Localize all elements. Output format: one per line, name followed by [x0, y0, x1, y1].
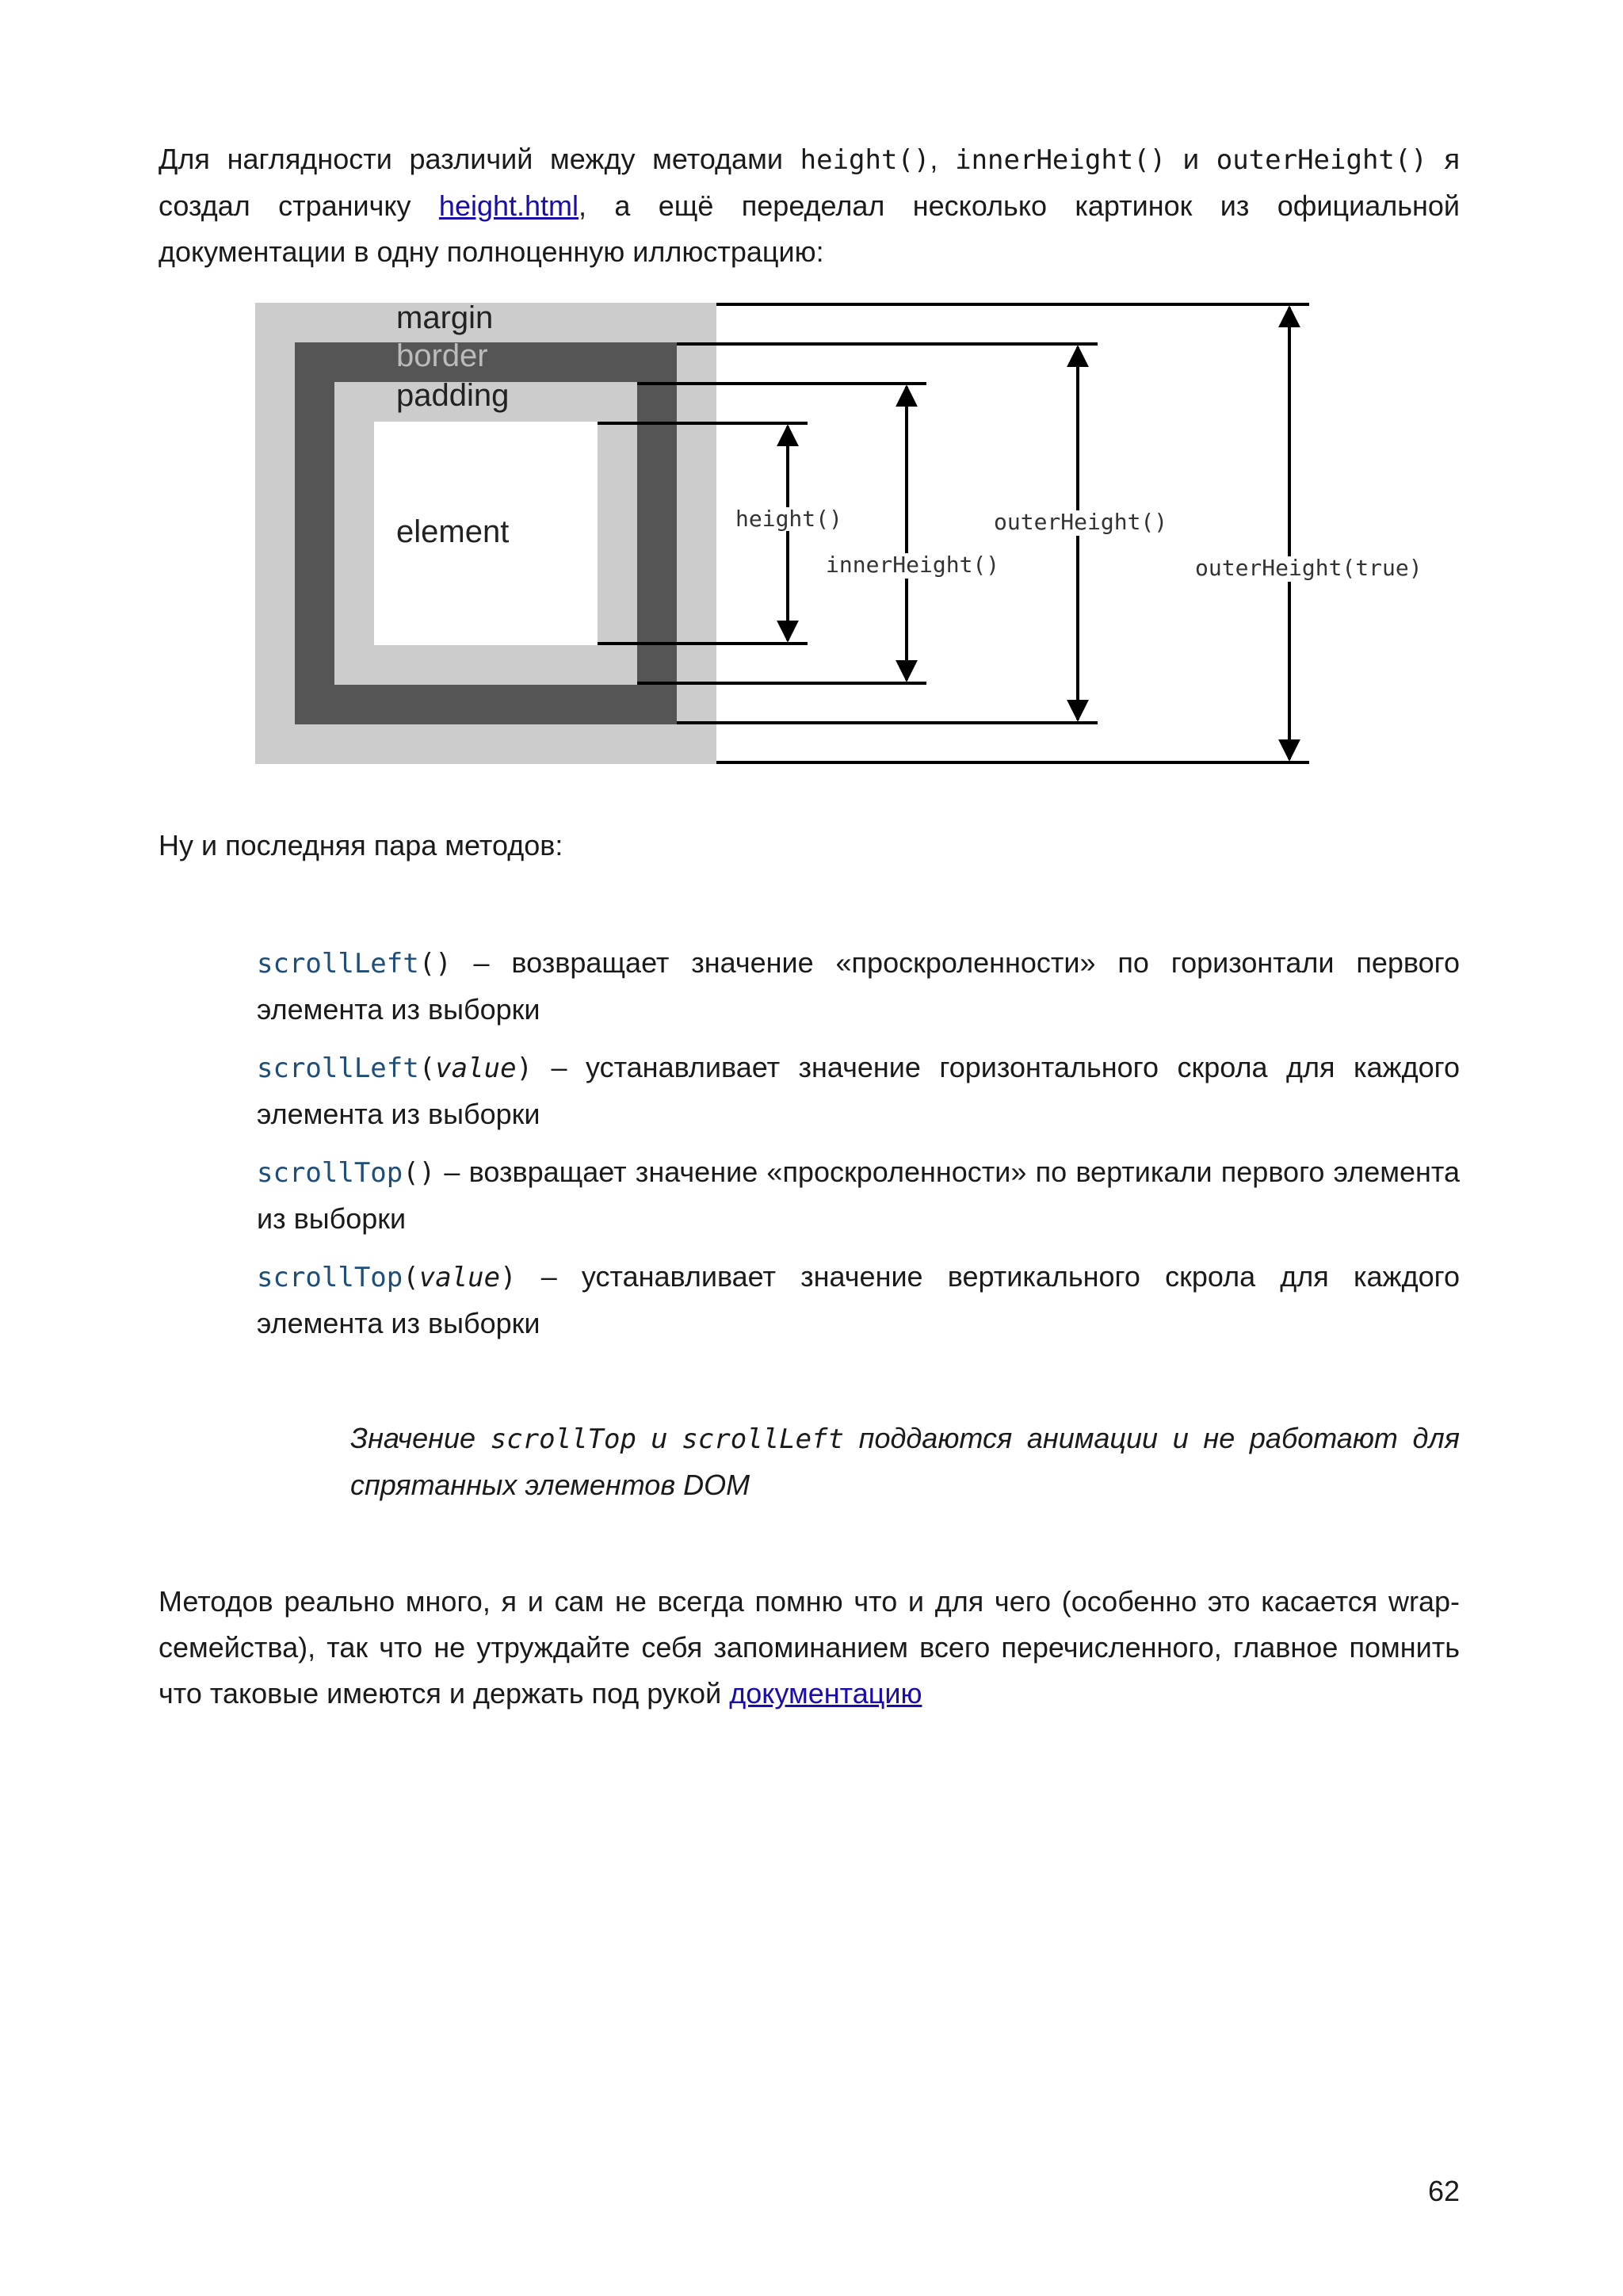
outro-text: Методов реально много, я и сам не всегда помню что и для чего (особенно это касается wrap-семейства), так что не утруждайте себя запоминанием всего перечисленного, главное помнить что таковые имеются и держать под рукой: [158, 1585, 1460, 1710]
code-height: height(): [800, 144, 930, 176]
method-description: – возвращает значение «проскроленности» по горизонтали первого элемента из выборки: [257, 946, 1460, 1026]
note-text: и: [636, 1422, 682, 1454]
paren-open: (: [418, 948, 436, 980]
note-text: Значение: [350, 1422, 491, 1454]
box-model-figure: [255, 300, 1423, 767]
paren-open: (: [403, 1262, 419, 1293]
border-label: border: [396, 338, 488, 373]
code-inner-height: innerHeight(): [955, 144, 1167, 176]
method-item: [257, 1149, 1460, 1242]
padding-label: padding: [396, 378, 510, 413]
intro-text: ,: [930, 143, 956, 175]
margin-label: margin: [396, 300, 494, 335]
method-item: [257, 1045, 1460, 1137]
intro-text: я создал страничку: [158, 143, 1461, 222]
method-name: scrollLeft: [257, 1052, 419, 1084]
method-description: – возвращает значение «проскроленности» по вертикали первого элемента из выборки: [257, 1156, 1460, 1235]
method-description: – устанавливает значение вертикального скрола для каждого элемента из выборки: [257, 1260, 1460, 1339]
height-html-link[interactable]: height.html: [438, 189, 579, 222]
last-pair-paragraph: Ну и последняя пара методов:: [158, 829, 563, 861]
note-text: поддаются анимации и не работают для спрятанных элементов DOM: [350, 1422, 1460, 1501]
note-paragraph: [350, 1415, 1460, 1508]
code-outer-height: outerHeight(): [1216, 144, 1427, 176]
paren-open: (: [418, 1052, 436, 1084]
element-label: element: [396, 514, 510, 549]
height-label: height(): [735, 506, 842, 532]
intro-text: и: [1166, 143, 1216, 175]
method-name: scrollTop: [257, 1262, 403, 1293]
method-name: scrollTop: [257, 1157, 403, 1189]
code-scroll-top: scrollTop: [490, 1423, 636, 1455]
method-description: – устанавливает значение горизонтального скрола для каждого элемента из выборки: [257, 1051, 1460, 1130]
method-item: [257, 940, 1460, 1033]
paren-close: ): [418, 1157, 436, 1189]
intro-paragraph: [158, 136, 1460, 275]
method-arg: value: [435, 1052, 517, 1084]
method-arg: value: [418, 1262, 501, 1293]
paren-close: ): [435, 948, 452, 980]
code-scroll-left: scrollLeft: [682, 1423, 844, 1455]
documentation-link[interactable]: документацию: [729, 1677, 922, 1710]
inner-height-label: innerHeight(): [826, 552, 1000, 578]
method-item: [257, 1254, 1460, 1347]
outro-paragraph: [158, 1579, 1460, 1717]
method-name: scrollLeft: [257, 948, 419, 980]
intro-text: , а ещё переделал несколько картинок из официальной документации в одну полноценную иллюстрацию:: [158, 189, 1460, 268]
paren-close: ): [516, 1052, 533, 1084]
outer-height-label: outerHeight(): [994, 509, 1168, 535]
paren-open: (: [403, 1157, 419, 1189]
page-number: 62: [1427, 2175, 1460, 2207]
outer-height-true-label: outerHeight(true): [1195, 555, 1423, 581]
intro-text: Для наглядности различий между методами: [158, 143, 800, 175]
paren-close: ): [500, 1262, 517, 1293]
